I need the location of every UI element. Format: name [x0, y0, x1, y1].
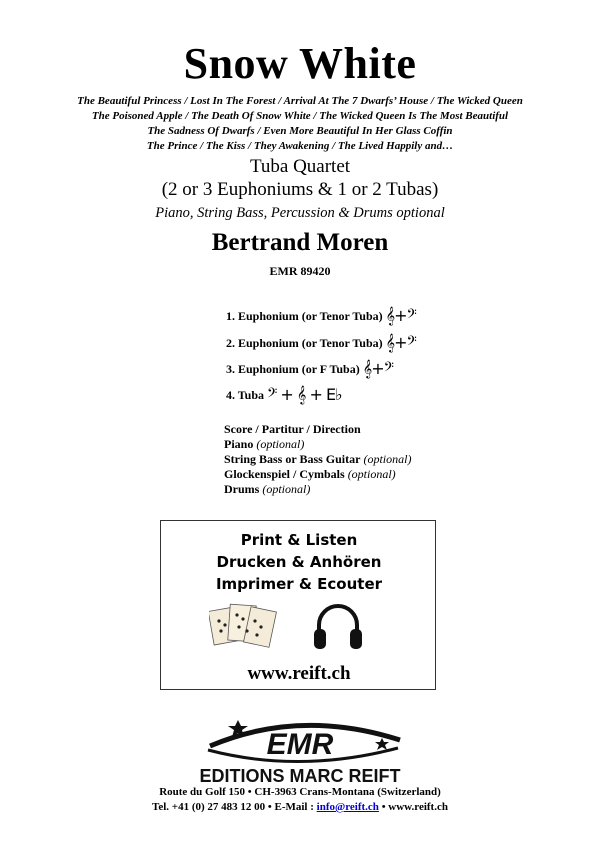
ensemble-title: Tuba Quartet: [249, 156, 351, 177]
part-item: [226, 333, 416, 353]
list-item: [224, 452, 411, 467]
page-title: Snow White: [183, 39, 417, 88]
extra-part-name: Score / Partitur / Direction: [224, 422, 361, 436]
list-item: [224, 467, 411, 482]
clef-icon: 𝄞+𝄢: [362, 359, 393, 378]
clef-icon: 𝄞+𝄢: [385, 333, 416, 352]
subtitle-line: The Prince / The Kiss / They Awakening / The Lived Happily and…: [146, 140, 454, 152]
ensemble-optional: Piano, String Bass, Percussion & Drums optional: [155, 205, 445, 221]
clef-icon: 𝄢 + 𝄞 + E♭: [267, 385, 342, 404]
website-link[interactable]: www.reift.ch: [247, 663, 351, 684]
part-item: [226, 306, 416, 326]
clef-icon: 𝄞+𝄢: [385, 306, 416, 325]
extra-part-name: Piano: [224, 437, 254, 451]
subtitle-block: [0, 94, 600, 154]
publisher-contact: [0, 801, 600, 813]
extra-part-name: String Bass or Bass Guitar: [224, 452, 361, 466]
promo-line-fr: Imprimer & Ecouter: [215, 575, 383, 593]
sheet-music-icon: [209, 601, 279, 651]
extra-part-name: Drums: [224, 482, 260, 496]
list-item: [224, 482, 411, 497]
promo-line-de: Drucken & Anhören: [216, 553, 382, 571]
email-link[interactable]: info@reift.ch: [316, 801, 379, 813]
headphones-icon: [311, 599, 365, 655]
ensemble-detail: (2 or 3 Euphoniums & 1 or 2 Tubas): [161, 179, 439, 200]
extra-part-name: Glockenspiel / Cymbals: [224, 467, 345, 481]
extra-part-note: (optional): [262, 482, 311, 496]
part-item: [226, 385, 342, 405]
list-item: [224, 422, 411, 437]
subtitle-line: The Sadness Of Dwarfs / Even More Beautiful In Her Glass Coffin: [147, 125, 453, 137]
catalog-code: EMR 89420: [269, 264, 331, 278]
contact-phone: Tel. +41 (0) 27 483 12 00 • E-Mail :: [152, 801, 317, 813]
part-label: 1. Euphonium (or Tenor Tuba): [226, 308, 383, 323]
contact-web: • www.reift.ch: [378, 801, 448, 813]
print-listen-box: [160, 520, 436, 690]
extra-parts-list: [224, 422, 411, 497]
list-item: [224, 437, 411, 452]
publisher-name: EDITIONS MARC REIFT: [199, 766, 401, 786]
part-label: 2. Euphonium (or Tenor Tuba): [226, 335, 383, 350]
extra-part-note: (optional): [347, 467, 396, 481]
part-label: 3. Euphonium (or F Tuba): [226, 361, 360, 376]
extra-part-note: (optional): [256, 437, 305, 451]
extra-part-note: (optional): [363, 452, 412, 466]
logo-mark: EMR: [266, 728, 334, 761]
subtitle-line: The Beautiful Princess / Lost In The Forest / Arrival At The 7 Dwarfs’ House / The Wicked Queen: [77, 95, 523, 107]
part-label: 4. Tuba: [226, 387, 265, 402]
composer-name: Bertrand Moren: [211, 229, 389, 256]
part-item: [226, 359, 393, 379]
publisher-address: Route du Golf 150 • CH-3963 Crans-Montana (Switzerland): [159, 786, 441, 798]
promo-line-en: Print & Listen: [240, 531, 358, 549]
publisher-logo: [150, 716, 450, 786]
subtitle-line: The Poisoned Apple / The Death Of Snow White / The Wicked Queen Is The Most Beautiful: [91, 110, 509, 122]
